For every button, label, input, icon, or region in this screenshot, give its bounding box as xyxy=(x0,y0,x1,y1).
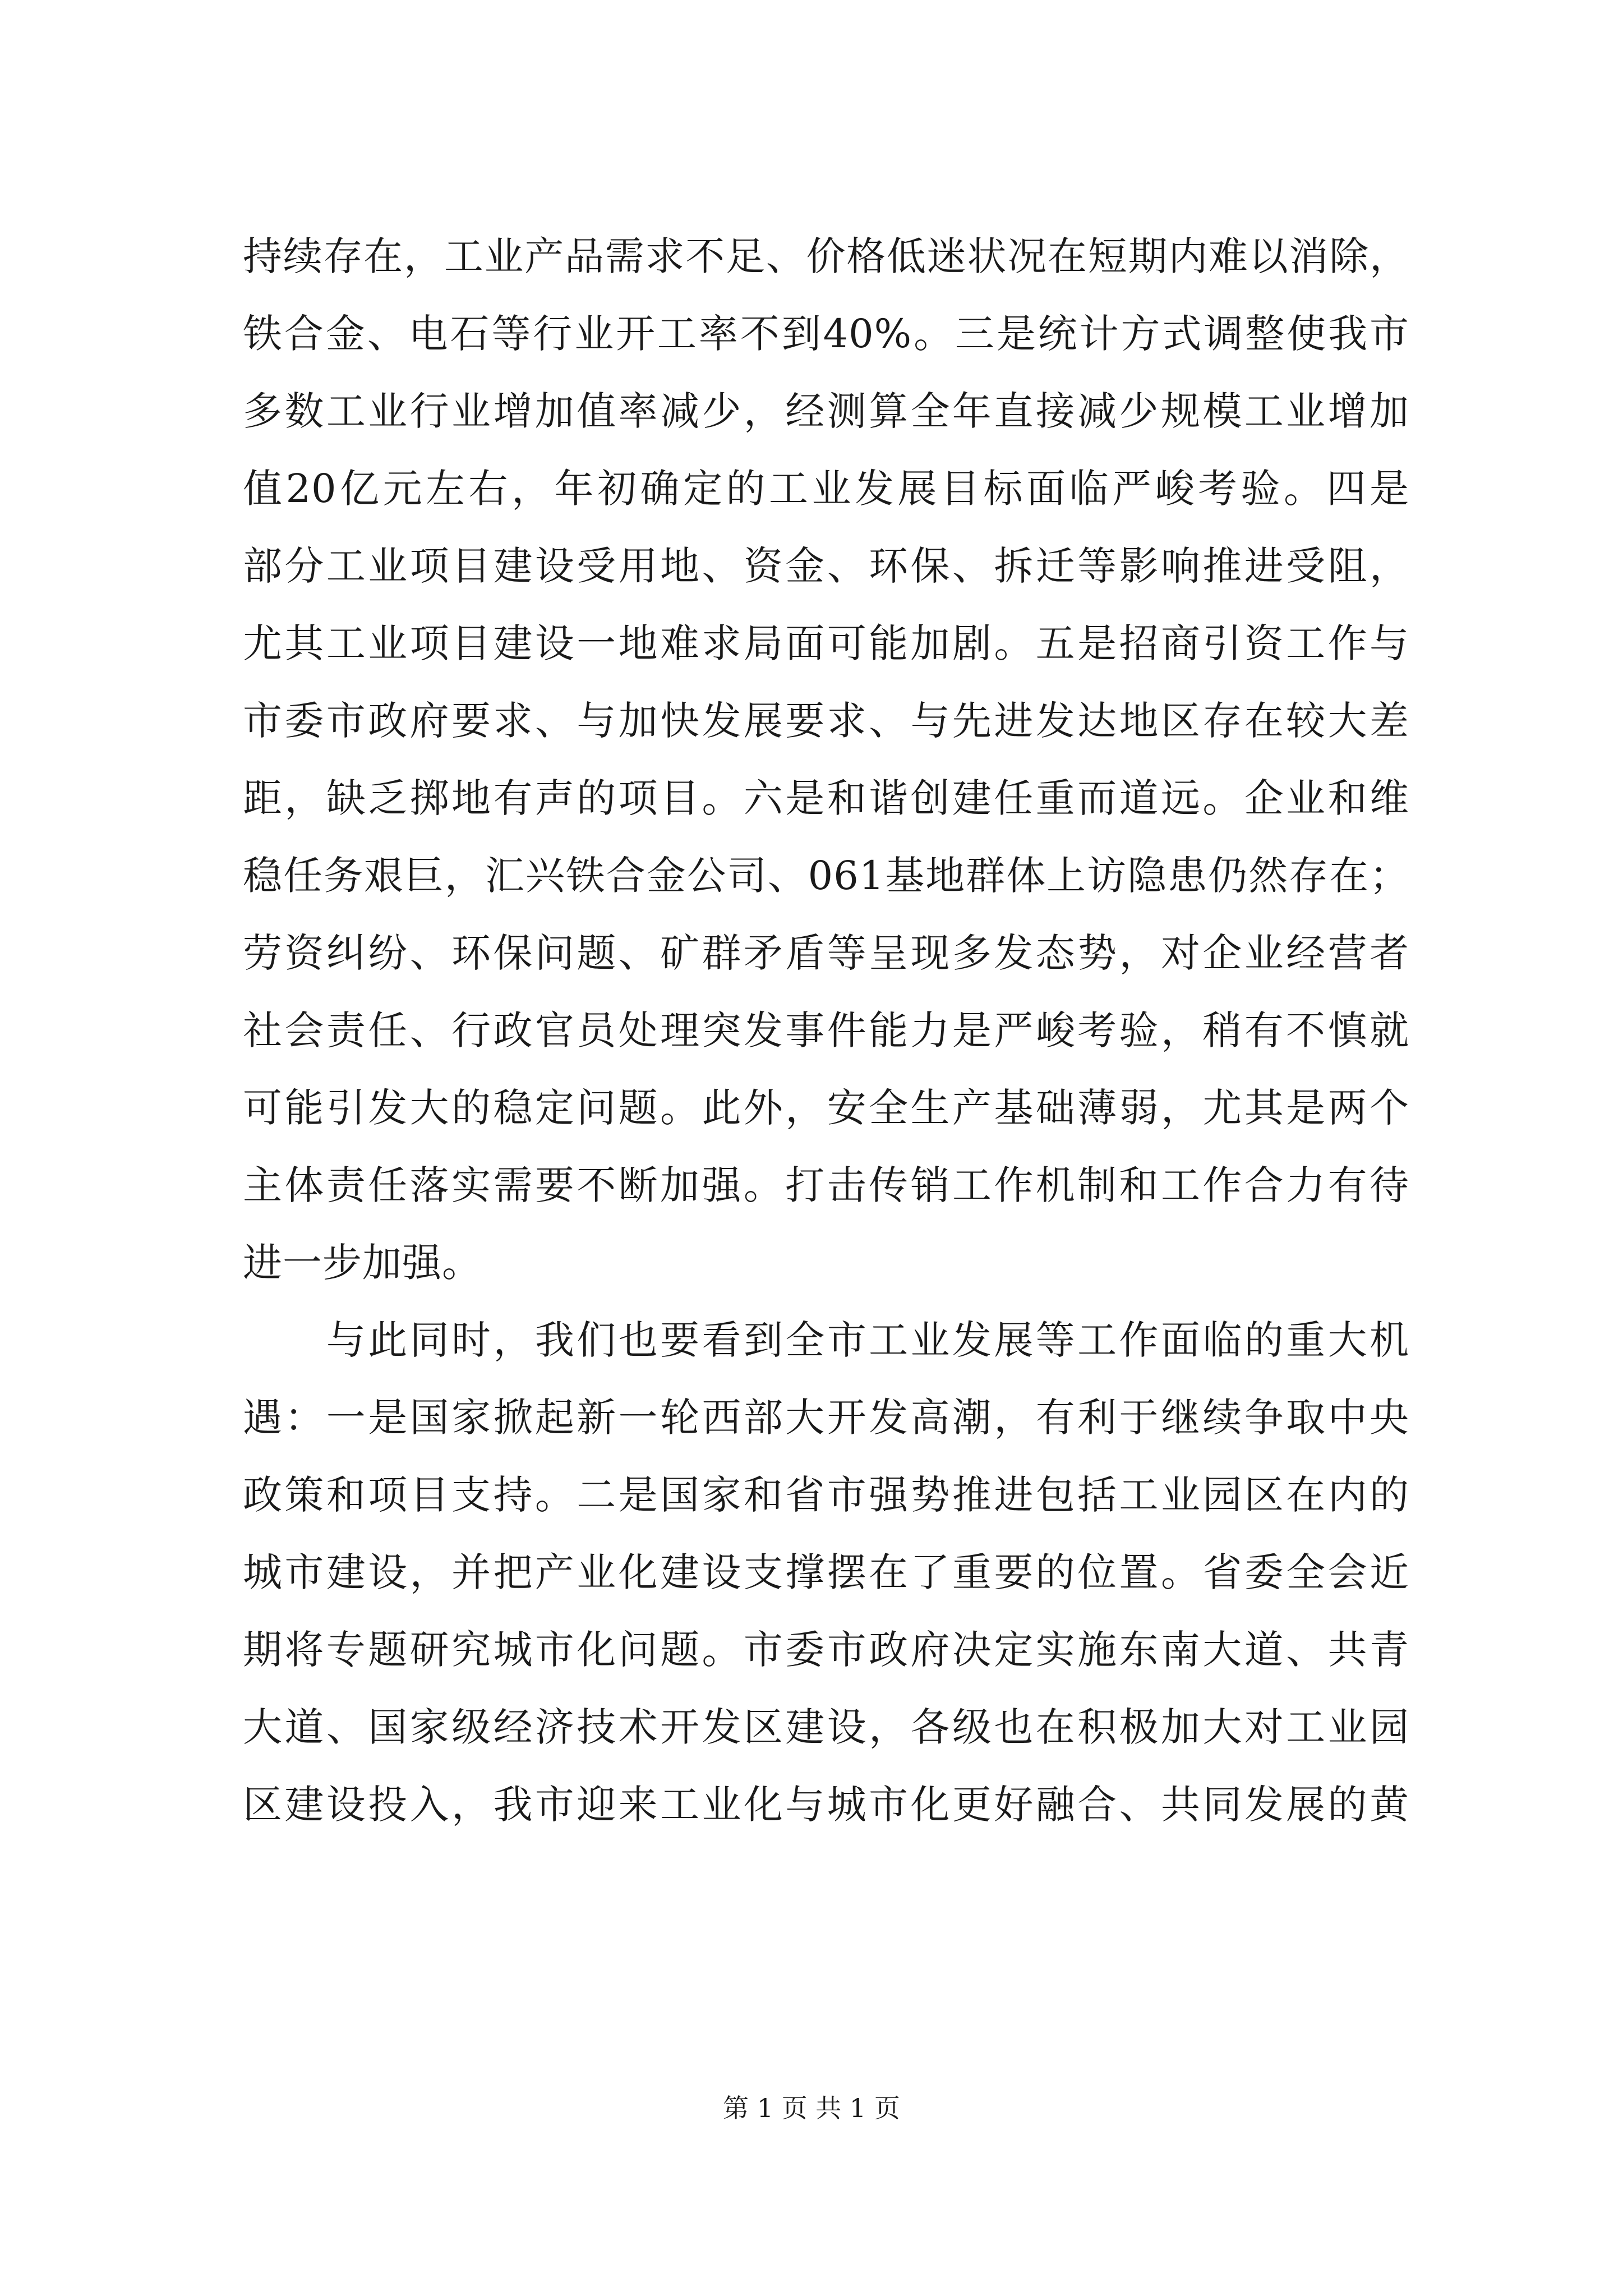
text-line: 区建设投入，我市迎来工业化与城市化更好融合、共同发展的黄 xyxy=(243,1782,1409,1828)
text-line: 大道、国家级经济技术开发区建设，各级也在积极加大对工业园 xyxy=(243,1704,1409,1750)
text-line: 劳资纠纷、环保问题、矿群矛盾等呈现多发态势，对企业经营者 xyxy=(243,930,1409,976)
text-line-paragraph-start: 与此同时，我们也要看到全市工业发展等工作面临的重大机 xyxy=(243,1317,1409,1363)
text-line: 持续存在，工业产品需求不足、价格低迷状况在短期内难以消除， xyxy=(243,233,1409,279)
text-line: 遇：一是国家掀起新一轮西部大开发高潮，有利于继续争取中央 xyxy=(243,1395,1409,1441)
text-line: 值20亿元左右，年初确定的工业发展目标面临严峻考验。四是 xyxy=(243,466,1409,512)
text-line: 政策和项目支持。二是国家和省市强势推进包括工业园区在内的 xyxy=(243,1472,1409,1518)
text-line: 期将专题研究城市化问题。市委市政府决定实施东南大道、共青 xyxy=(243,1627,1409,1673)
text-line: 主体责任落实需要不断加强。打击传销工作机制和工作合力有待 xyxy=(243,1162,1409,1208)
text-line: 尤其工业项目建设一地难求局面可能加剧。五是招商引资工作与 xyxy=(243,620,1409,666)
body-text xyxy=(243,218,1409,1843)
text-line: 铁合金、电石等行业开工率不到40%。三是统计方式调整使我市 xyxy=(243,311,1409,357)
text-line: 可能引发大的稳定问题。此外，安全生产基础薄弱，尤其是两个 xyxy=(243,1085,1409,1131)
text-line: 稳任务艰巨，汇兴铁合金公司、061基地群体上访隐患仍然存在； xyxy=(243,853,1409,899)
page-number-indicator: 第 1 页 共 1 页 xyxy=(723,2093,900,2123)
text-line: 社会责任、行政官员处理突发事件能力是严峻考验，稍有不慎就 xyxy=(243,1007,1409,1053)
text-line: 距，缺乏掷地有声的项目。六是和谐创建任重而道远。企业和维 xyxy=(243,775,1409,821)
text-line: 市委市政府要求、与加快发展要求、与先进发达地区存在较大差 xyxy=(243,698,1409,744)
text-line-paragraph-end: 进一步加强。 xyxy=(243,1240,482,1286)
text-line: 多数工业行业增加值率减少，经测算全年直接减少规模工业增加 xyxy=(243,388,1409,434)
text-line: 城市建设，并把产业化建设支撑摆在了重要的位置。省委全会近 xyxy=(243,1549,1409,1595)
page-footer xyxy=(0,2091,1623,2125)
text-line: 部分工业项目建设受用地、资金、环保、拆迁等影响推进受阻， xyxy=(243,543,1409,589)
